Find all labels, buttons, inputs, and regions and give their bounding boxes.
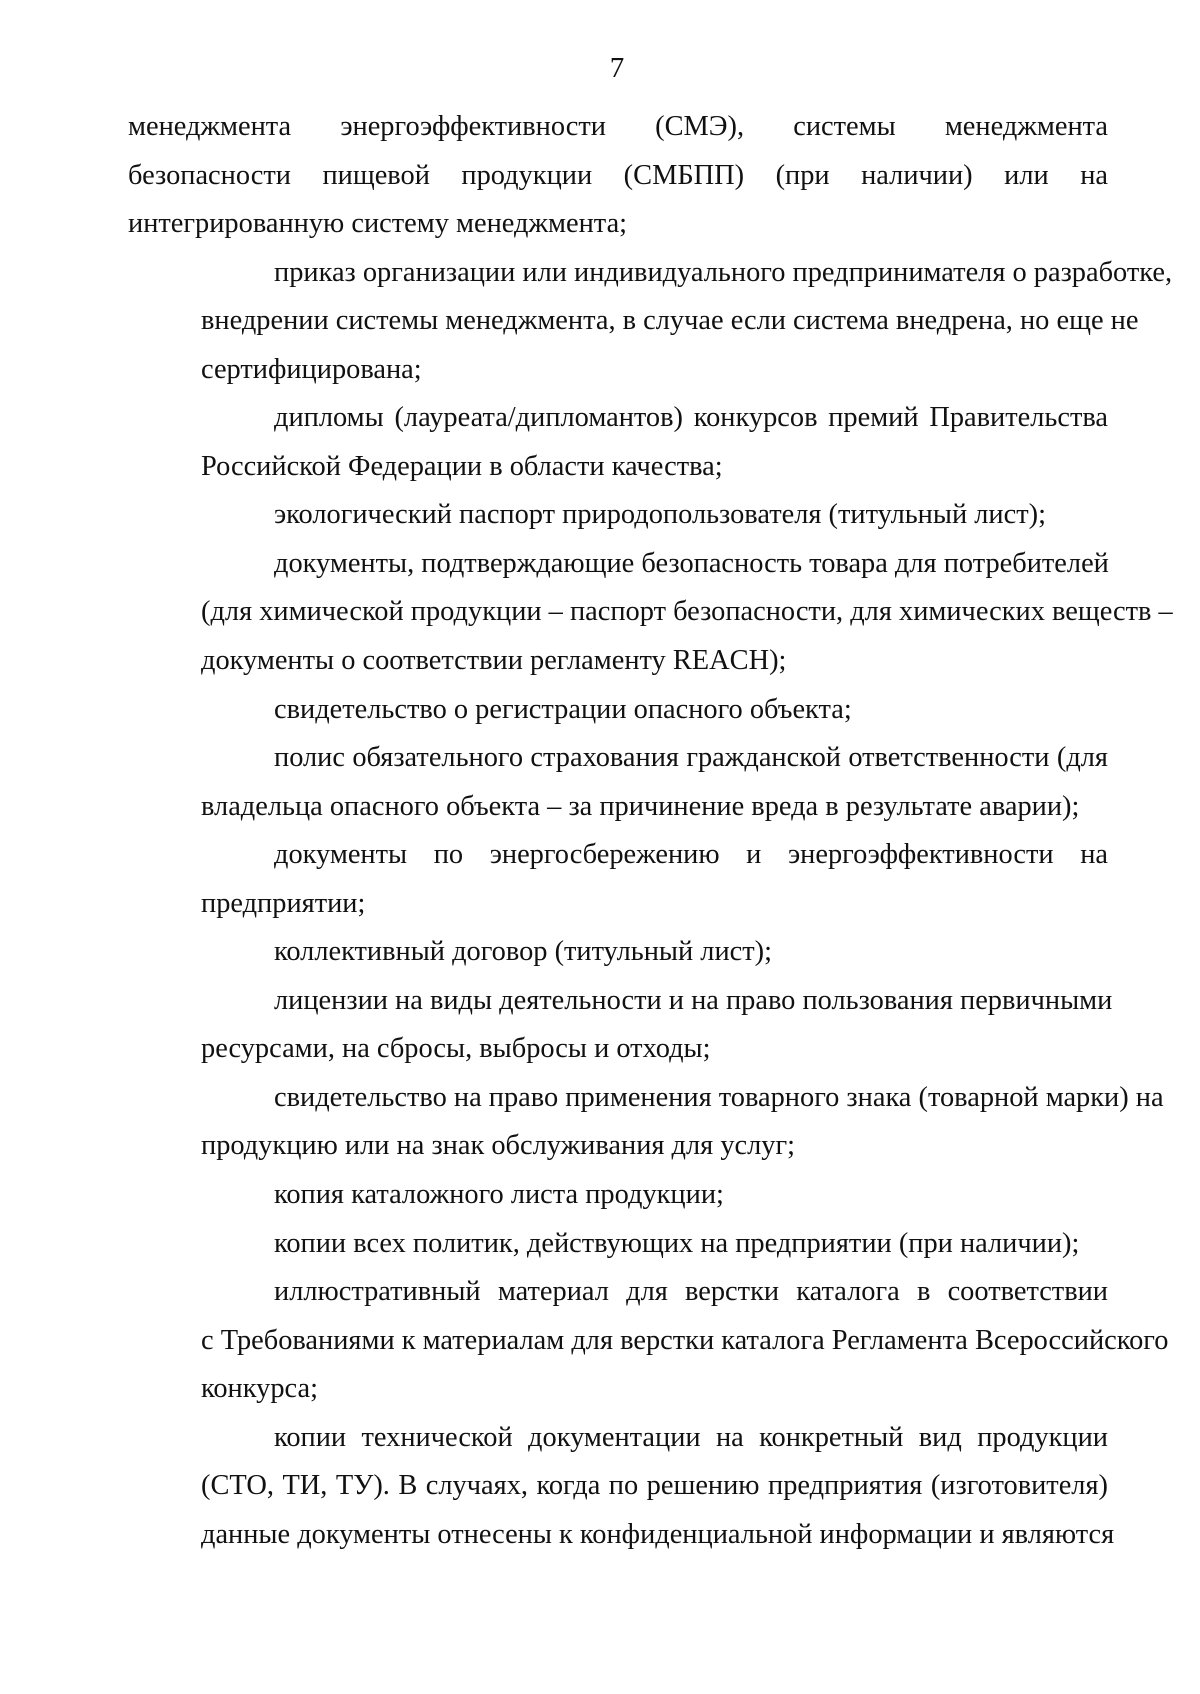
text-line: сертифицирована; (201, 353, 422, 385)
text-line: с Требованиями к материалам для верстки каталога Регламента Всероссийского (201, 1324, 1169, 1356)
text-line: иллюстративный материал для верстки каталога в соответствии (274, 1276, 1108, 1308)
text-line: безопасности пищевой продукции (СМБПП) (при наличии) или на (128, 159, 1108, 191)
page-number: 7 (609, 52, 625, 84)
paragraph (128, 1171, 1108, 1220)
text-line: дипломы (лауреата/дипломантов) конкурсов премий Правительства (274, 402, 1108, 434)
paragraph (128, 540, 1173, 686)
text-line: приказ организации или индивидуального предпринимателя о разработке, (274, 256, 1173, 288)
paragraph (128, 249, 1173, 395)
paragraph (128, 1074, 1164, 1171)
paragraph (128, 491, 1108, 540)
paragraph (128, 1414, 1115, 1560)
text-line: внедрении системы менеджмента, в случае если система внедрена, но еще не (201, 305, 1139, 337)
text-line: копии всех политик, действующих на предприятии (при наличии); (274, 1227, 1080, 1259)
text-line: свидетельство о регистрации опасного объекта; (274, 693, 852, 725)
paragraph (128, 977, 1113, 1074)
paragraph (128, 394, 1108, 491)
text-line: документы, подтверждающие безопасность товара для потребителей (274, 547, 1109, 579)
text-line: предприятии; (201, 887, 366, 919)
paragraph (128, 734, 1108, 831)
paragraph (128, 686, 1108, 735)
text-line: документы о соответствии регламенту REACH); (201, 645, 787, 677)
text-line: интегрированную систему менеджмента; (128, 208, 628, 240)
text-line: Российской Федерации в области качества; (201, 450, 723, 482)
paragraph (128, 1220, 1108, 1269)
text-line: (СТО, ТИ, ТУ). В случаях, когда по решению предприятия (изготовителя) (201, 1470, 1108, 1502)
text-line: продукцию или на знак обслуживания для услуг; (201, 1130, 796, 1162)
text-line: ресурсами, на сбросы, выбросы и отходы; (201, 1033, 711, 1065)
text-line: лицензии на виды деятельности и на право пользования первичными (274, 984, 1113, 1016)
text-line: данные документы отнесены к конфиденциальной информации и являются (201, 1518, 1115, 1550)
text-line: полис обязательного страхования гражданской ответственности (для (274, 742, 1108, 774)
paragraph (128, 928, 1108, 977)
text-line: (для химической продукции – паспорт безопасности, для химических веществ – (201, 596, 1173, 628)
paragraph (128, 1268, 1169, 1414)
text-line: копии технической документации на конкретный вид продукции (274, 1421, 1108, 1453)
text-line: копия каталожного листа продукции; (274, 1179, 724, 1211)
text-line: коллективный договор (титульный лист); (274, 936, 772, 968)
text-line: владельца опасного объекта – за причинение вреда в результате аварии); (201, 790, 1080, 822)
document-body (128, 103, 1173, 1559)
text-line: менеджмента энергоэффективности (СМЭ), системы менеджмента (128, 111, 1108, 142)
text-line: конкурса; (201, 1373, 318, 1405)
paragraph (128, 103, 1108, 249)
text-line: документы по энергосбережению и энергоэффективности на (274, 839, 1108, 871)
paragraph (128, 831, 1108, 928)
text-line: экологический паспорт природопользователя (титульный лист); (274, 499, 1046, 531)
text-line: свидетельство на право применения товарного знака (товарной марки) на (274, 1081, 1164, 1113)
